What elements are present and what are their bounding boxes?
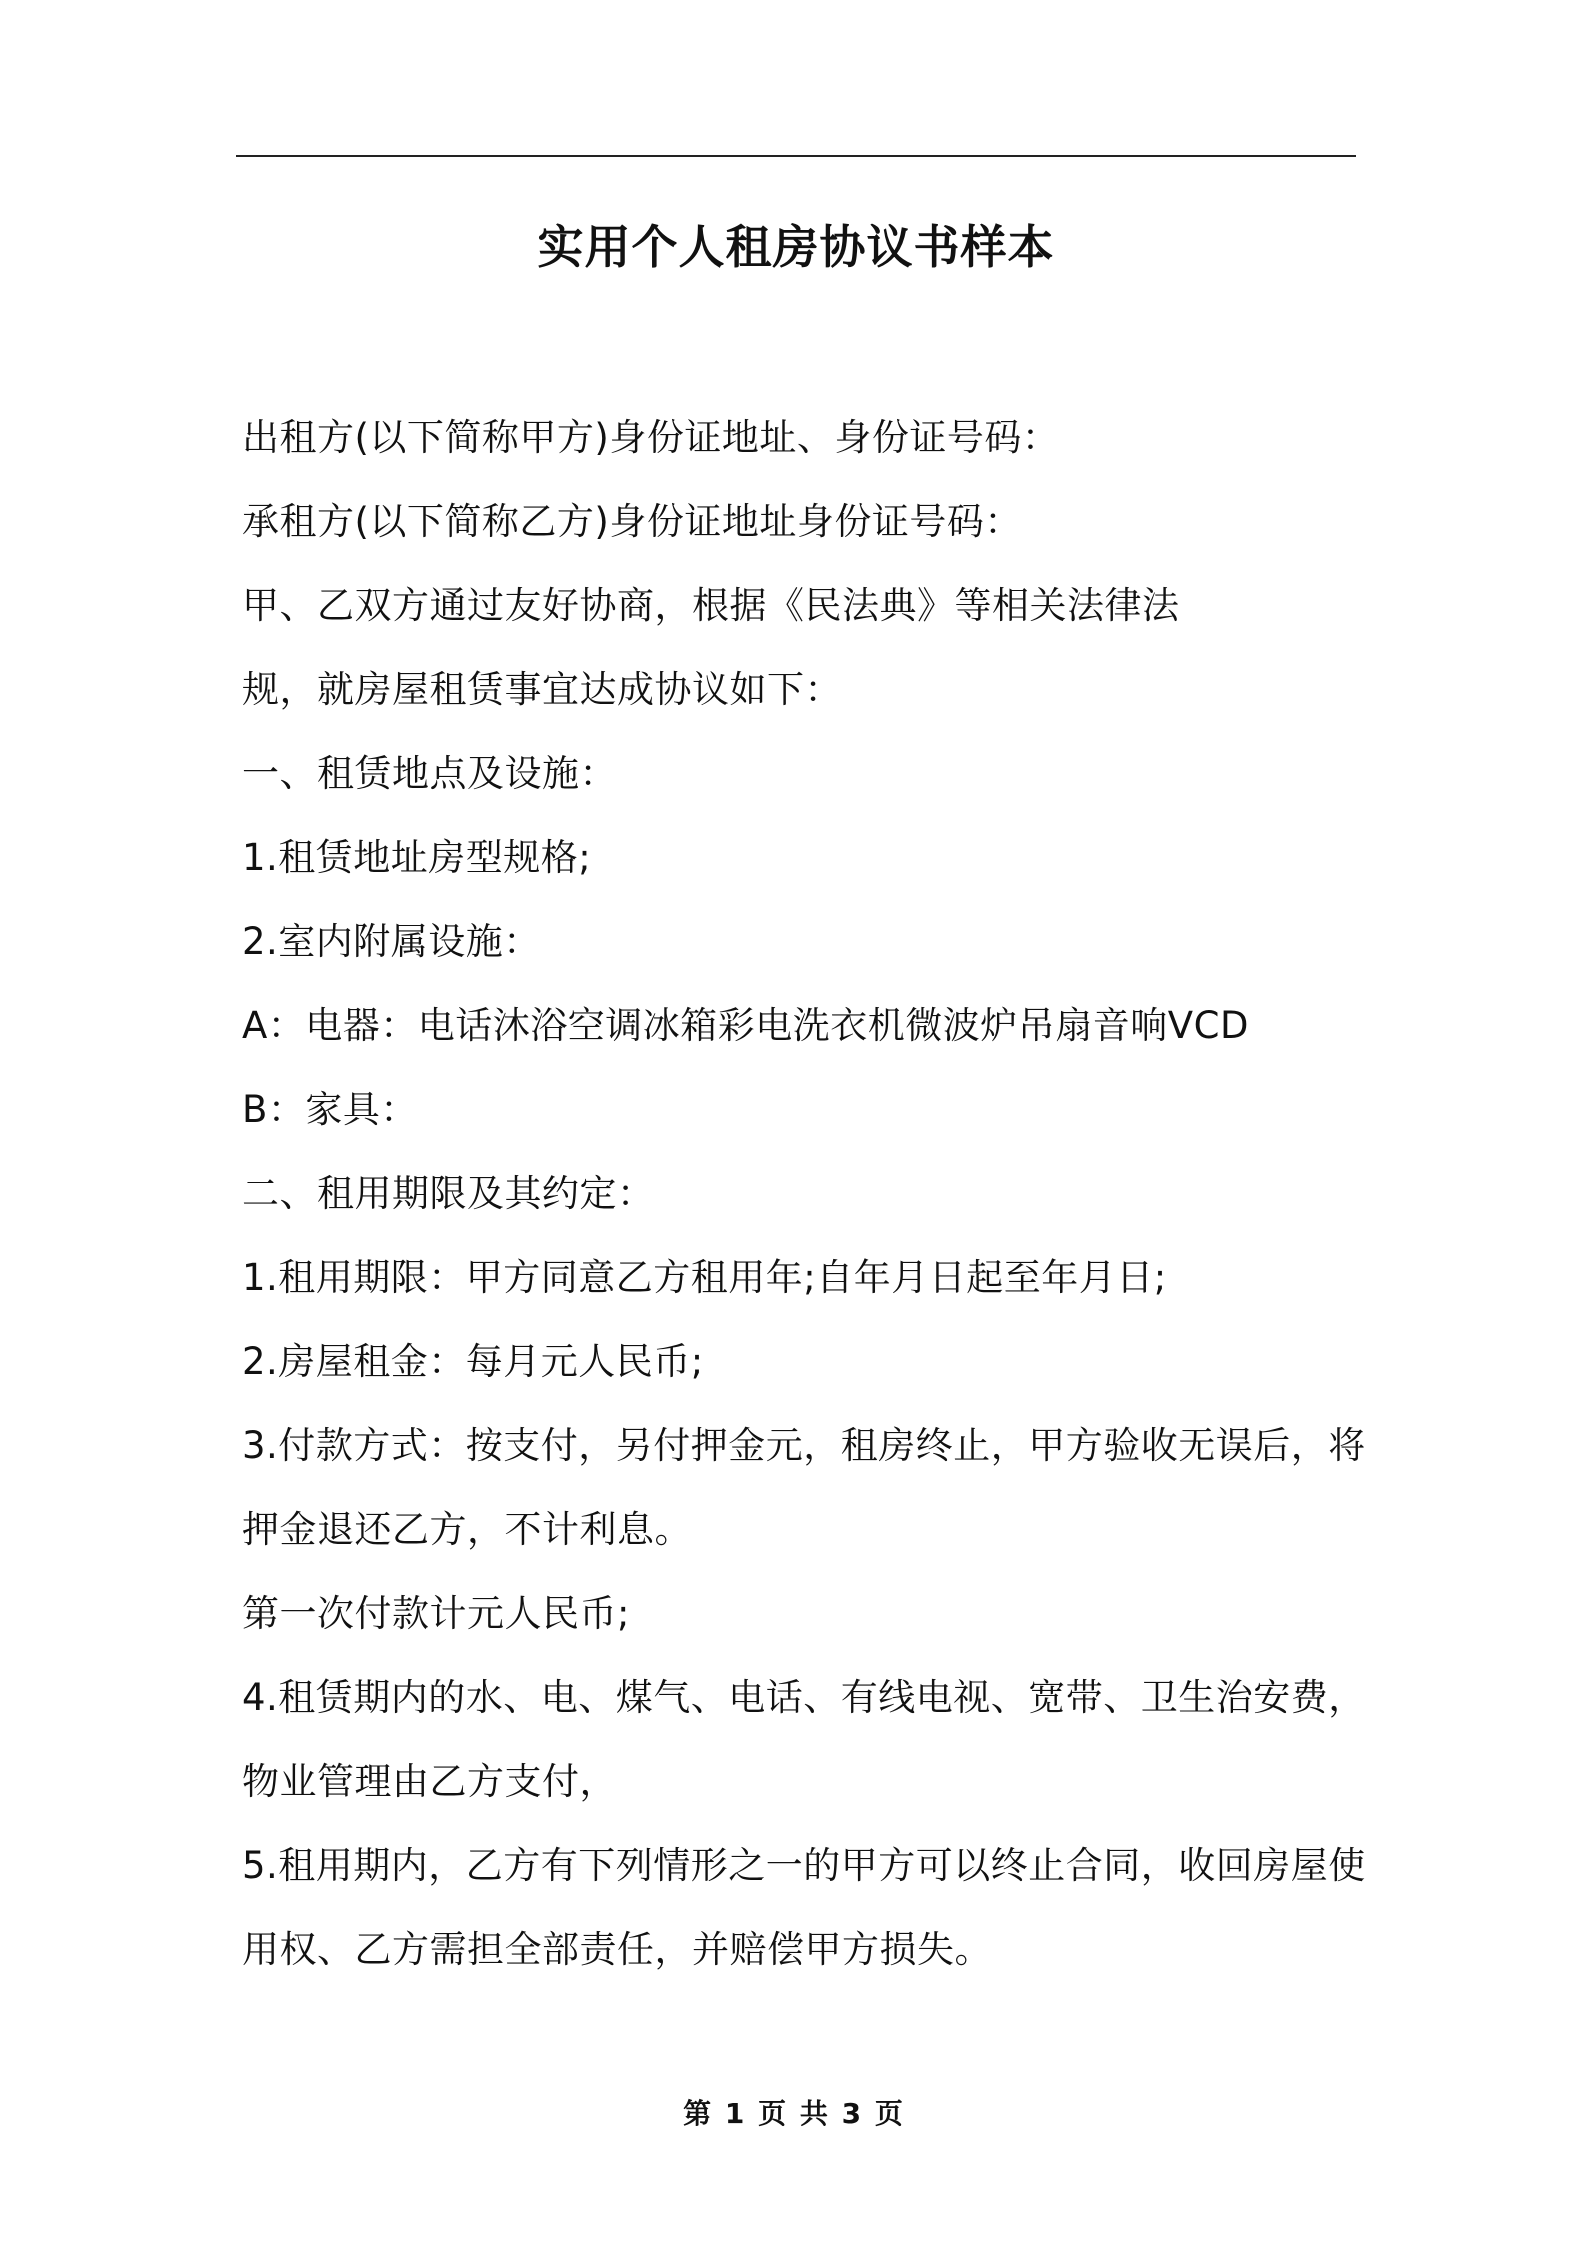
document-body: [242, 408, 1366, 2004]
body-line: 物业管理由乙方支付，: [242, 1760, 617, 1803]
header-divider: [236, 155, 1356, 157]
body-line: 甲、乙双方通过友好协商，根据《民法典》等相关法律法: [242, 584, 1180, 627]
body-line: 2.室内附属设施：: [242, 920, 541, 963]
page-number: 第 1 页 共 3 页: [683, 2097, 903, 2130]
body-line: 第一次付款计元人民币;: [242, 1592, 630, 1635]
body-line: 规，就房屋租赁事宜达成协议如下：: [242, 668, 842, 711]
body-line: 3.付款方式：按支付，另付押金元，租房终止，甲方验收无误后，将: [242, 1424, 1366, 1467]
body-line: A：电器：电话沐浴空调冰箱彩电洗衣机微波炉吊扇音响VCD: [242, 1004, 1249, 1047]
body-line: 1.租用期限：甲方同意乙方租用年;自年月日起至年月日;: [242, 1256, 1167, 1299]
section-heading: 一、租赁地点及设施：: [242, 752, 617, 795]
body-line: 2.房屋租金：每月元人民币;: [242, 1340, 704, 1383]
body-line: B：家具：: [242, 1088, 418, 1131]
body-line: 出租方(以下简称甲方)身份证地址、身份证号码：: [242, 416, 1060, 459]
body-line: 承租方(以下简称乙方)身份证地址身份证号码：: [242, 500, 1022, 543]
body-line: 4.租赁期内的水、电、煤气、电话、有线电视、宽带、卫生治安费，: [242, 1676, 1366, 1719]
body-line: 1.租赁地址房型规格;: [242, 836, 592, 879]
section-heading: 二、租用期限及其约定：: [242, 1172, 655, 1215]
body-line: 押金退还乙方，不计利息。: [242, 1508, 692, 1551]
document-title: 实用个人租房协议书样本: [537, 220, 1055, 274]
body-line: 5.租用期内，乙方有下列情形之一的甲方可以终止合同，收回房屋使: [242, 1844, 1366, 1887]
body-line: 用权、乙方需担全部责任，并赔偿甲方损失。: [242, 1928, 992, 1971]
